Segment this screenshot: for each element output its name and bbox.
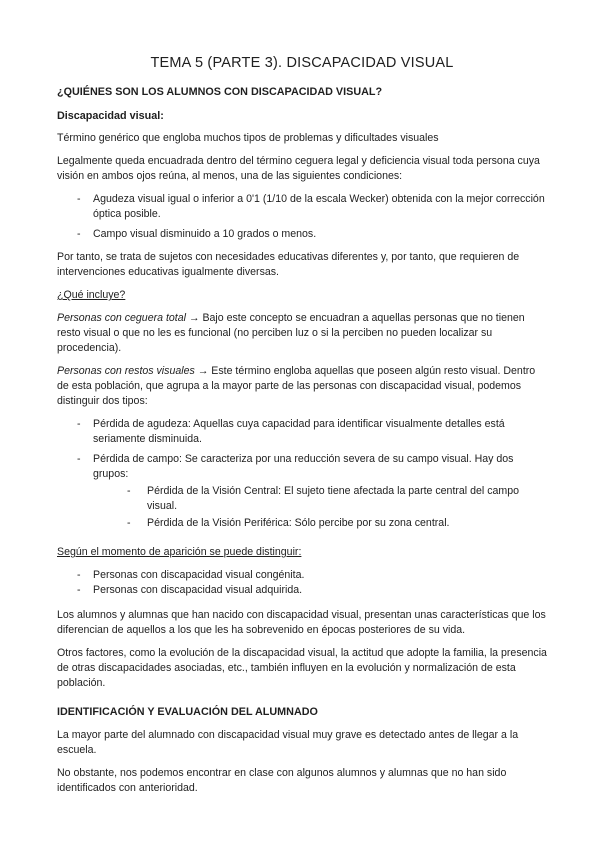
subheading-discapacidad: Discapacidad visual:	[57, 110, 164, 122]
list-item: - Agudeza visual igual o inferior a 0'1 (1/10 de la escala Wecker) obtenida con la mejor corrección óptica posible.	[57, 192, 547, 222]
includes-label: ¿Qué incluye?	[57, 289, 126, 301]
question-heading: ¿QUIÉNES SON LOS ALUMNOS CON DISCAPACIDAD VISUAL?	[57, 86, 383, 98]
legal-paragraph: Legalmente queda encuadrada dentro del término ceguera legal y deficiencia visual toda persona cuya visión en ambos ojos reúna, al menos, una de las siguientes condiciones:	[57, 155, 540, 182]
list-item	[57, 417, 547, 447]
document-title: TEMA 5 (PARTE 3). DISCAPACIDAD VISUAL	[150, 55, 454, 71]
born-paragraph: Los alumnos y alumnas que han nacido con discapacidad visual, presentan unas características que los diferencian de aquellos a los que les ha sobrevenido en épocas posteriores de su vida.	[57, 609, 546, 636]
ceguera-term: Personas con ceguera total	[57, 312, 186, 324]
definition-paragraph: Término genérico que engloba muchos tipos de problemas y dificultades visuales	[57, 132, 439, 144]
list-item: - Campo visual disminuido a 10 grados o menos.	[57, 227, 547, 242]
type-text: Pérdida de campo: Se caracteriza por una reducción severa de su campo visual. Hay dos grupos:	[93, 453, 514, 480]
ceguera-paragraph	[57, 311, 547, 356]
list-item: - Pérdida de la Visión Periférica: Sólo percibe por su zona central.	[111, 516, 547, 531]
restos-term: Personas con restos visuales	[57, 365, 195, 377]
conditions-list	[57, 192, 547, 242]
unidentified-paragraph: No obstante, nos podemos encontrar en clase con algunos alumnos y alumnas que no han sido identificados con anterioridad.	[57, 767, 507, 794]
factors-paragraph: Otros factores, como la evolución de la discapacidad visual, la actitud que adopte la familia, la presencia de otras discapacidades asociadas, etc., también influyen en la evolución y normalización de esta población.	[57, 647, 547, 689]
ceguera-text: Bajo este concepto se encuadran a aquellas personas que no tienen resto visual o que no les es funcional (no perciben luz o si la perciben no pueden localizar su procedencia).	[57, 312, 525, 354]
field-groups-list	[93, 484, 547, 531]
list-item: - Pérdida de la Visión Central: El sujeto tiene afectada la parte central del campo visual.	[111, 484, 547, 514]
list-item	[57, 452, 547, 531]
identification-heading: IDENTIFICACIÓN Y EVALUACIÓN DEL ALUMNADO	[57, 706, 318, 718]
restos-paragraph	[57, 364, 547, 409]
list-item: - Personas con discapacidad visual adquirida.	[57, 583, 547, 598]
detected-paragraph: La mayor parte del alumnado con discapacidad visual muy grave es detectado antes de llegar a la escuela.	[57, 729, 519, 756]
moments-list	[57, 568, 547, 598]
needs-paragraph: Por tanto, se trata de sujetos con necesidades educativas diferentes y, por tanto, que requieren de intervenciones educativas igualmente diversas.	[57, 251, 520, 278]
arrow-glyph: →	[194, 365, 212, 377]
arrow-glyph: →	[185, 312, 203, 324]
list-item: - Personas con discapacidad visual congénita.	[57, 568, 547, 583]
document-page	[57, 56, 547, 804]
types-list	[57, 417, 547, 531]
type-text: Pérdida de agudeza: Aquellas cuya capacidad para identificar visualmente detalles está seriamente disminuida.	[93, 418, 505, 445]
moment-label: Según el momento de aparición se puede distinguir:	[57, 546, 302, 558]
restos-text: Este término engloba aquellas que poseen algún resto visual. Dentro de esta población, que agrupa a la mayor parte de las personas con discapacidad visual, podemos distinguir dos tipos:	[57, 365, 536, 407]
